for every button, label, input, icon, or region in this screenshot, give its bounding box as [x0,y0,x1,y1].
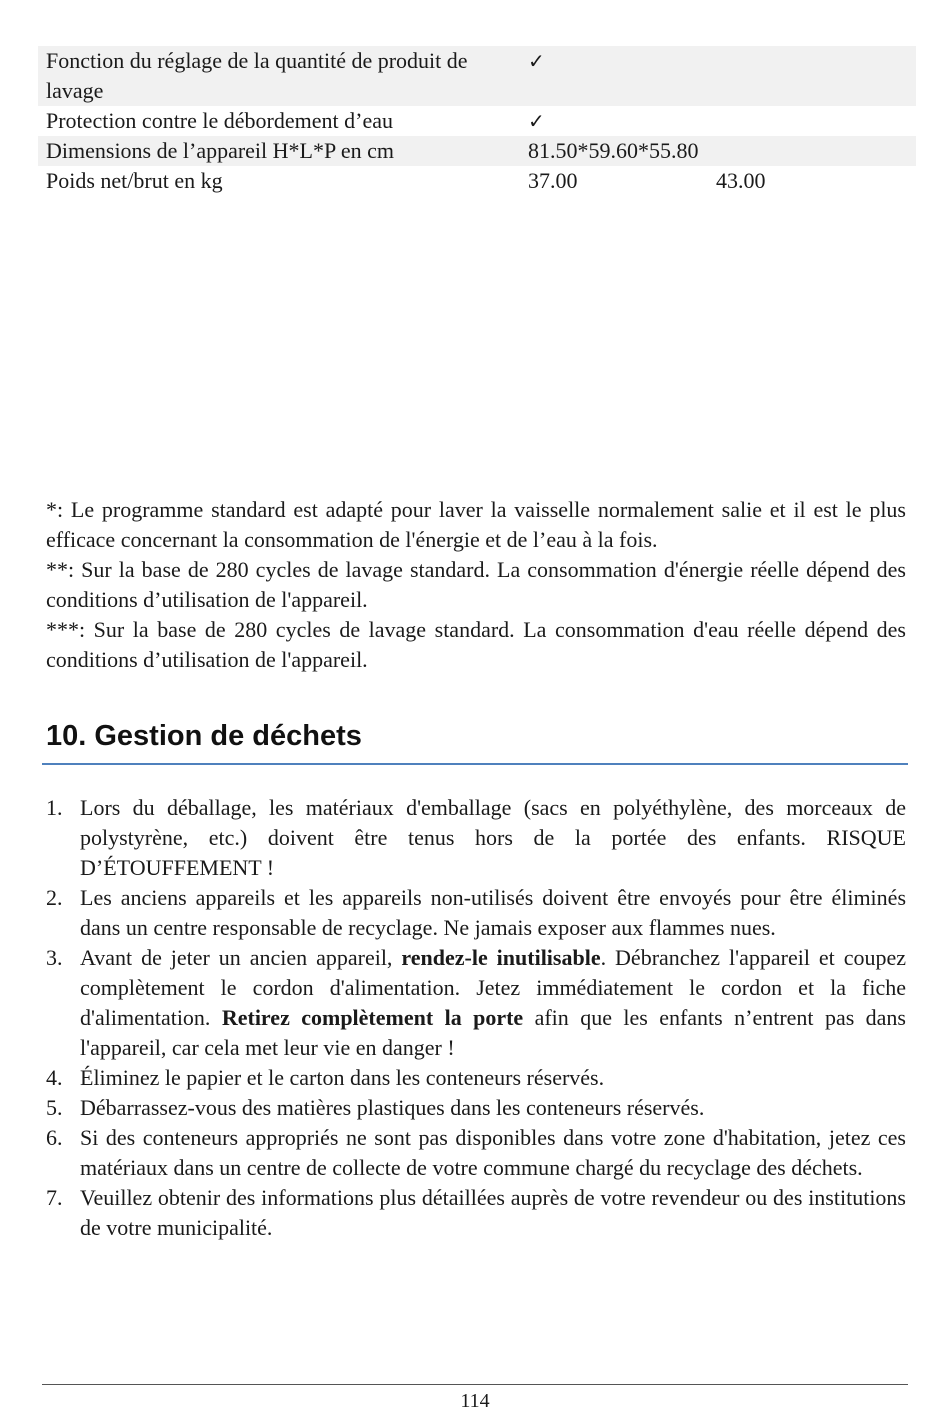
page-number: 114 [460,1390,490,1412]
item-text: Les anciens appareils et les appareils non-utilisés doivent être envoyés pour être éliminés dans un centre responsable de recyclage. Ne jamais exposer aux flammes nues. [80,885,906,940]
spec-value-2 [708,46,916,106]
item-number: 1. [46,795,63,820]
spec-value: 81.50*59.60*55.80 [520,136,916,166]
item-text: Avant de jeter un ancien appareil, [80,945,402,970]
spec-label: Protection contre le débordement d’eau [46,108,393,133]
item-number: 3. [46,945,63,970]
footnote: ***: Sur la base de 280 cycles de lavage standard. La consommation d'eau réelle dépend des conditions d’utilisation de l'appareil. [46,617,906,672]
footnotes [46,495,906,675]
item-emphasis: Retirez complètement la porte [221,1005,524,1030]
item-text: Éliminez le papier et le carton dans les conteneurs réservés. [80,1065,605,1090]
list-item [46,883,906,943]
item-text: afin que les enfants n’entrent pas dans l'appareil, car cela met leur vie en danger ! [80,1005,906,1060]
item-emphasis: rendez-le inutilisable [401,945,601,970]
item-text: Débarrassez-vous des matières plastiques dans les conteneurs réservés. [80,1095,705,1120]
checkmark-icon: ✓ [528,49,545,73]
item-text: . Débranchez l'appareil et coupez complètement le cordon d'alimentation. Jetez immédiatement le cordon et la fiche d'alimentation. [80,945,906,1030]
item-number: 6. [46,1125,63,1150]
checkmark-icon: ✓ [528,109,545,133]
list-item [46,1183,906,1243]
spec-row [38,136,916,166]
spec-label: Fonction du réglage de la quantité de produit de lavage [38,46,520,106]
spec-row [38,106,916,136]
item-number: 5. [46,1095,63,1120]
item-number: 7. [46,1185,63,1210]
list-item [46,1063,906,1093]
specifications-table [38,46,916,196]
spec-value: 37.00 [528,168,578,193]
footnote: **: Sur la base de 280 cycles de lavage standard. La consommation d'énergie réelle dépend des conditions d’utilisation de l'appareil. [46,557,906,612]
spec-value [520,106,708,136]
item-text: Veuillez obtenir des informations plus détaillées auprès de votre revendeur ou des institutions de votre municipalité. [80,1185,906,1240]
waste-management-list [46,793,906,1243]
section-divider [42,763,908,765]
spec-label: Poids net/brut en kg [46,168,223,193]
spec-row [38,46,916,106]
spec-value [520,46,708,106]
list-item [46,793,906,883]
list-item [46,1123,906,1183]
list-item [46,1093,906,1123]
footnote: *: Le programme standard est adapté pour laver la vaisselle normalement salie et il est le plus efficace concernant la consommation de l'énergie et de l’eau à la fois. [46,497,906,552]
section-title: 10. Gestion de déchets [46,720,362,752]
item-text: Lors du déballage, les matériaux d'emballage (sacs en polyéthylène, des morceaux de polystyrène, etc.) doivent être tenus hors de la portée des enfants. RISQUE D’ÉTOUFFEMENT ! [80,795,906,880]
spec-value-2: 43.00 [716,168,766,193]
item-text: Si des conteneurs appropriés ne sont pas disponibles dans votre zone d'habitation, jetez ces matériaux dans un centre de collecte de votre commune chargé du recyclage des déchets. [80,1125,906,1180]
list-item [46,943,906,1063]
spec-value-2 [708,106,916,136]
footer-divider [42,1384,908,1385]
item-number: 2. [46,885,63,910]
item-number: 4. [46,1065,63,1090]
spec-label: Dimensions de l’appareil H*L*P en cm [38,136,520,166]
spec-row [38,166,916,196]
